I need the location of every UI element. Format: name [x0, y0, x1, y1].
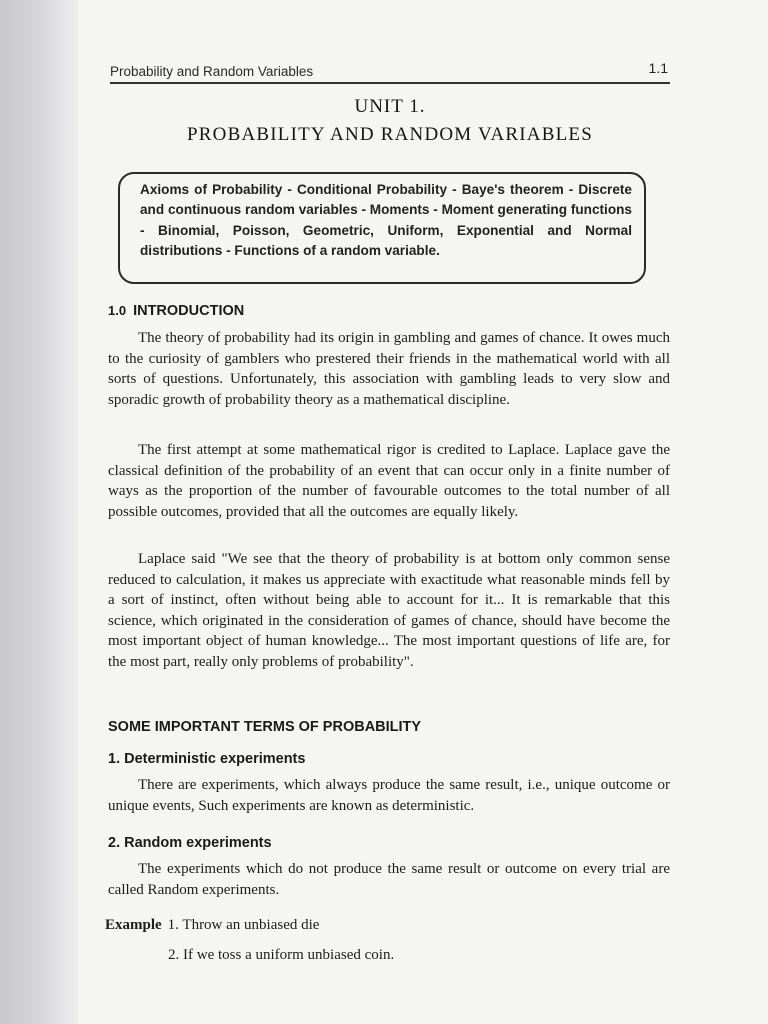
intro-paragraph-3: Laplace said "We see that the theory of probability is at bottom only common sense reduced to calculation, it makes us appreciate with exactitude what reasonable minds fell by a sort of instinct, often without being able to account for it... It is remarkable that this science, which originated in the consideration of games of chance, should have become the most important object of human knowledge... The most important questions of life are, for the most part, really only problems of probability".	[108, 551, 670, 670]
intro-paragraph-1: The theory of probability had its origin in gambling and games of chance. It owes much to the curiosity of gamblers who prestered their friends in the mathematical world with all sorts of questions. Unfortunately, this association with gambling leads to very slow and sporadic growth of probability theory as a mathematical discipline.	[108, 330, 670, 408]
random-heading: 2. Random experiments	[108, 835, 272, 851]
section-number: 1.0	[108, 303, 127, 318]
running-header	[110, 56, 670, 84]
unit-title: UNIT 1.	[354, 96, 426, 117]
example-label: Example	[105, 917, 162, 933]
example-line-2	[168, 947, 394, 964]
running-title: Probability and Random Variables	[110, 64, 314, 79]
example-line-1	[105, 917, 319, 934]
syllabus-box	[118, 172, 646, 284]
terms-heading: SOME IMPORTANT TERMS OF PROBABILITY	[108, 719, 422, 735]
example-item: 1. Throw an unbiased die	[167, 917, 320, 933]
syllabus-text: Axioms of Probability - Conditional Probability - Baye's theorem - Discrete and continuous random variables - Moments - Moment generating functions - Binomial, Poisson, Geometric, Uniform, Exponential and Normal distributions - Functions of a random variable.	[140, 182, 632, 259]
book-page	[78, 0, 768, 1024]
introduction-heading	[108, 303, 244, 319]
random-text: The experiments which do not produce the same result or outcome on every trial are called Random experiments.	[108, 861, 670, 898]
page-number: 1.1	[648, 60, 668, 76]
intro-paragraph-2: The first attempt at some mathematical rigor is credited to Laplace. Laplace gave the classical definition of the probability of an event that can occur only in a finite number of ways as the proportion of the number of favourable outcomes to the total number of all possible outcomes, provided that all the outcomes are equally likely.	[108, 442, 670, 520]
scan-binding-edge	[0, 0, 78, 1024]
deterministic-text: There are experiments, which always produce the same result, i.e., unique outcome or unique events, Such experiments are known as deterministic.	[108, 777, 670, 814]
deterministic-heading: 1. Deterministic experiments	[108, 751, 306, 767]
section-title: INTRODUCTION	[133, 303, 245, 319]
chapter-title: PROBABILITY AND RANDOM VARIABLES	[187, 124, 593, 145]
example-item: 2. If we toss a uniform unbiased coin.	[168, 947, 395, 963]
